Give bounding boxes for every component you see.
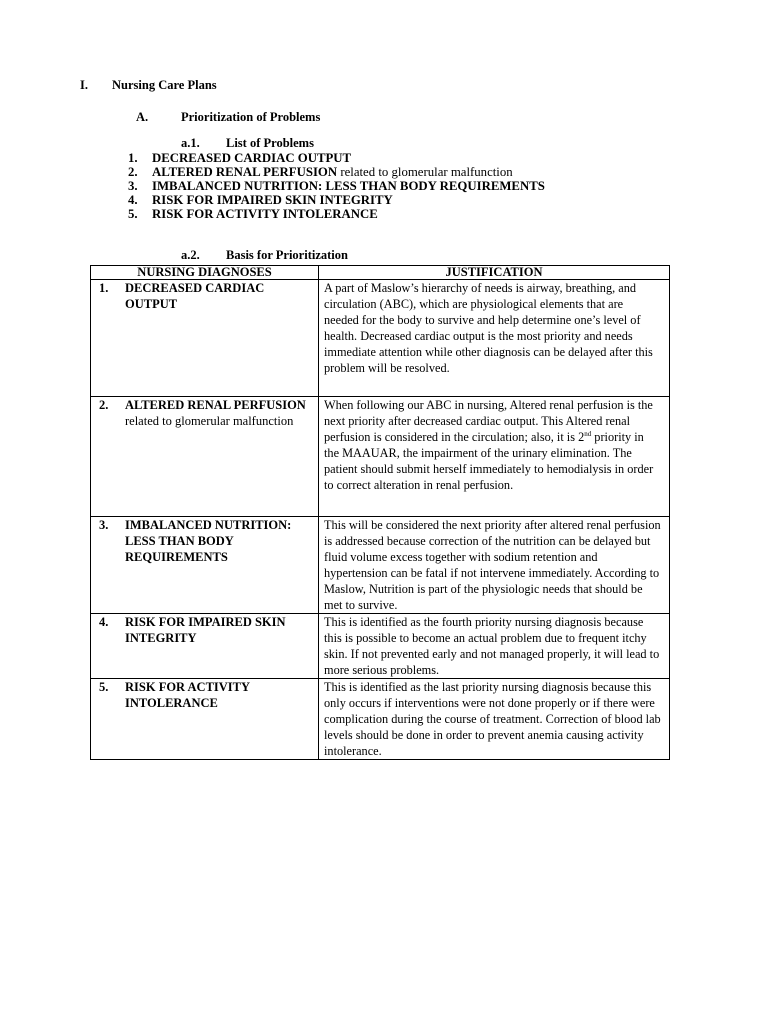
diagnosis-number: 5. — [99, 680, 109, 694]
justification-cell — [319, 517, 670, 614]
justification-cell — [319, 614, 670, 679]
problem-text: RISK FOR ACTIVITY INTOLERANCE — [152, 207, 378, 221]
problem-number: 4. — [128, 193, 138, 207]
diagnosis-text: IMBALANCED NUTRITION: LESS THAN BODY REQUIREMENTS — [125, 518, 292, 564]
problem-text: IMBALANCED NUTRITION: LESS THAN BODY REQUIREMENTS — [152, 179, 545, 193]
list-item — [128, 207, 545, 221]
table-header-row — [91, 266, 670, 280]
table-row — [91, 517, 670, 614]
list-heading-title: List of Problems — [226, 136, 314, 150]
diagnosis-number: 2. — [99, 398, 109, 412]
table-row — [91, 614, 670, 679]
justification-cell — [319, 679, 670, 760]
table-row — [91, 397, 670, 517]
prioritization-table — [90, 265, 670, 760]
section-number: I. — [80, 78, 88, 92]
list-item — [128, 193, 545, 207]
table-row — [91, 280, 670, 397]
table-row — [91, 679, 670, 760]
diagnosis-cell — [91, 397, 319, 517]
problem-number: 5. — [128, 207, 138, 221]
column-header-diagnoses: NURSING DIAGNOSES — [91, 266, 319, 280]
section-title: Nursing Care Plans — [112, 78, 217, 92]
problem-text: DECREASED CARDIAC OUTPUT — [152, 151, 352, 165]
problem-text: ALTERED RENAL PERFUSION related to glomerular malfunction — [152, 165, 513, 179]
diagnosis-text: ALTERED RENAL PERFUSION related to glomerular malfunction — [125, 398, 306, 428]
diagnosis-cell — [91, 614, 319, 679]
list-item — [128, 179, 545, 193]
justification-cell — [319, 280, 670, 397]
diagnosis-number: 4. — [99, 615, 109, 629]
list-item — [128, 151, 545, 165]
diagnosis-cell — [91, 517, 319, 614]
basis-heading-title: Basis for Prioritization — [226, 248, 348, 262]
diagnosis-number: 3. — [99, 518, 109, 532]
problem-number: 1. — [128, 151, 138, 165]
diagnosis-cell — [91, 280, 319, 397]
justification-cell — [319, 397, 670, 517]
problem-list — [128, 151, 545, 221]
column-header-justification: JUSTIFICATION — [319, 266, 670, 280]
justification-text: When following our ABC in nursing, Altered renal perfusion is the next priority after decreased cardiac output. This Altered renal perfusion is considered in the circulation; also, it is 2nd priority in the MAAUAR, the impairment of the urinary elimination. The patient should submit herself immediately to hemodialysis in order to correct alteration in renal perfusion. — [324, 398, 654, 492]
diagnosis-text: DECREASED CARDIAC OUTPUT — [125, 281, 265, 311]
justification-text: This is identified as the last priority nursing diagnosis because this only occurs if interventions were not done properly or if there were complication during the course of treatment. Correction of blood lab levels should be done in order to prevent anemia causing activity intolerance. — [324, 680, 661, 758]
problem-number: 2. — [128, 165, 138, 179]
list-item — [128, 165, 545, 179]
diagnosis-number: 1. — [99, 281, 109, 295]
justification-text: This is identified as the fourth priority nursing diagnosis because this is possible to become an actual problem due to frequent itchy skin. If not prevented early and not managed properly, it will lead to more serious problems. — [324, 615, 660, 677]
justification-text: A part of Maslow’s hierarchy of needs is airway, breathing, and circulation (ABC), which are physiological elements that are needed for the body to survive and help determine one’s level of health. Decreased cardiac output is the most priority and needs immediate attention while other diagnosis can be delayed after this problem will be resolved. — [324, 281, 653, 375]
subsection-number: A. — [136, 110, 149, 124]
diagnosis-text: RISK FOR ACTIVITY INTOLERANCE — [125, 680, 250, 710]
diagnosis-text: RISK FOR IMPAIRED SKIN INTEGRITY — [125, 615, 286, 645]
problem-text: RISK FOR IMPAIRED SKIN INTEGRITY — [152, 193, 393, 207]
subsection-title: Prioritization of Problems — [181, 110, 321, 124]
diagnosis-cell — [91, 679, 319, 760]
justification-text: This will be considered the next priority after altered renal perfusion is addressed because correction of the nutrition can be delayed but fluid volume excess together with sodium retention and hypertension can be fatal if not intervene immediately. According to Maslow, Nutrition is part of the physiologic needs that should be met to survive. — [324, 518, 661, 612]
basis-heading-number: a.2. — [181, 248, 200, 262]
problem-number: 3. — [128, 179, 138, 193]
list-heading-number: a.1. — [181, 136, 200, 150]
